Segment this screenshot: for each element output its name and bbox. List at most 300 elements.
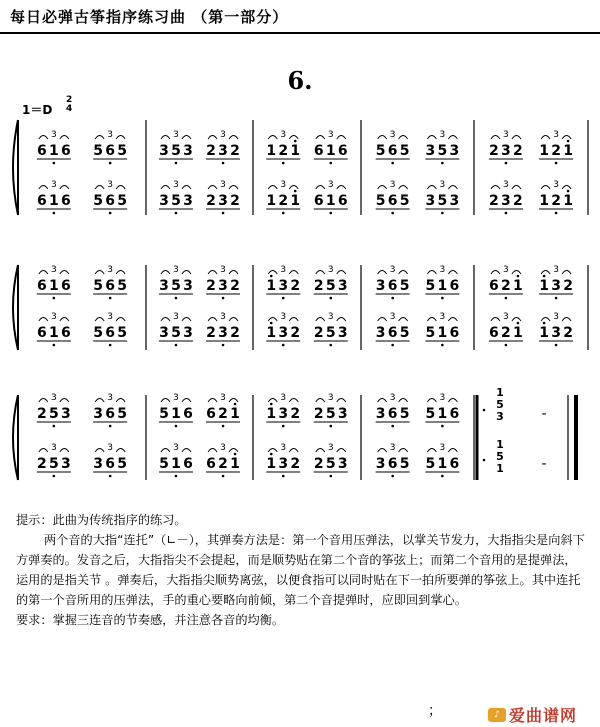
triplet-arc [427, 449, 436, 453]
triplet-arc [541, 271, 550, 275]
triplet-arc [268, 271, 277, 275]
note-digit: 1 [266, 456, 277, 472]
note-digit: 3 [159, 278, 169, 294]
triplet-arc [39, 186, 48, 190]
note-digit: 3 [501, 143, 511, 159]
note-digit: 5 [325, 325, 336, 341]
note-digit: 1 [437, 406, 448, 422]
low-octave-dot [329, 162, 332, 165]
triplet-arc [378, 271, 387, 275]
note-digit: 6 [36, 143, 47, 159]
note-digit: 5 [117, 456, 128, 472]
low-octave-dot [109, 425, 112, 428]
low-octave-dot [329, 212, 332, 215]
note-digit: 2 [551, 193, 561, 209]
chord-note: 5 [496, 450, 504, 463]
note-digit: 1 [171, 456, 181, 472]
note-digit: 2 [290, 456, 301, 472]
note-digit: 3 [337, 406, 348, 422]
triplet-arc [399, 136, 408, 140]
triplet-arc [491, 318, 500, 322]
repeat-dot [483, 459, 486, 462]
low-octave-dot [391, 344, 394, 347]
triplet-number: 3 [439, 180, 446, 190]
note-digit: 3 [159, 193, 169, 209]
note-digit: 3 [337, 278, 348, 294]
note-digit: 2 [278, 193, 289, 209]
triplet-arc [337, 136, 346, 140]
triplet-number: 3 [280, 312, 287, 322]
note-digit: 1 [539, 278, 549, 294]
note-digit: 1 [290, 193, 301, 209]
triplet-number: 3 [107, 265, 114, 275]
piece-number: 6. [287, 66, 313, 95]
low-octave-dot [441, 425, 444, 428]
triplet-number: 3 [389, 180, 396, 190]
page-header-title: 每日必弹古筝指序练习曲 （第一部分） [10, 8, 289, 26]
high-octave-dot [270, 322, 273, 325]
triplet-arc [208, 318, 217, 322]
low-octave-dot [329, 297, 332, 300]
triplet-number: 3 [439, 265, 446, 275]
triplet-arc [491, 271, 500, 275]
note-digit: 3 [375, 325, 386, 341]
triplet-arc [427, 271, 436, 275]
low-octave-dot [282, 475, 285, 478]
triplet-arc [562, 271, 571, 275]
low-octave-dot [222, 212, 225, 215]
note-digit: 2 [290, 406, 301, 422]
note-digit: 5 [325, 278, 336, 294]
note-digit: 6 [105, 406, 116, 422]
triplet-number: 3 [173, 265, 179, 275]
note-digit: 3 [375, 456, 386, 472]
note-digit: 6 [36, 193, 47, 209]
low-octave-dot [282, 212, 285, 215]
note-digit: 3 [425, 143, 436, 159]
note-digit: 2 [278, 143, 289, 159]
triplet-number: 3 [280, 180, 287, 190]
low-octave-dot [109, 212, 112, 215]
low-octave-dot [109, 297, 112, 300]
note-digit: 1 [437, 278, 448, 294]
note-digit: 2 [206, 143, 216, 159]
triplet-arc [378, 399, 387, 403]
note-digit: 2 [206, 325, 216, 341]
triplet-arc [39, 318, 48, 322]
key-signature: 1＝D [22, 103, 53, 117]
triplet-arc [378, 449, 387, 453]
triplet-arc [60, 271, 69, 275]
note-digit: 1 [325, 143, 336, 159]
chord-note: 1 [496, 386, 504, 399]
note-digit: 6 [105, 193, 116, 209]
note-digit: 2 [563, 278, 573, 294]
triplet-number: 3 [389, 130, 396, 140]
low-octave-dot [282, 425, 285, 428]
note-digit: 2 [551, 143, 561, 159]
note-digit: 5 [117, 278, 128, 294]
triplet-arc [95, 449, 104, 453]
triplet-arc [399, 271, 408, 275]
requirement-label: 要求： [16, 613, 53, 627]
note-digit: 5 [171, 325, 181, 341]
note-digit: 3 [449, 143, 460, 159]
triplet-number: 3 [50, 130, 57, 140]
low-octave-dot [391, 475, 394, 478]
low-octave-dot [505, 297, 508, 300]
triplet-number: 3 [389, 312, 396, 322]
note-digit: 5 [399, 193, 410, 209]
triplet-number: 3 [280, 393, 287, 403]
low-octave-dot [175, 162, 178, 165]
repeat-dot [483, 409, 486, 412]
note-digit: 1 [539, 143, 549, 159]
triplet-arc [182, 399, 191, 403]
low-octave-dot [282, 344, 285, 347]
triplet-arc [399, 318, 408, 322]
triplet-number: 3 [503, 265, 509, 275]
triplet-arc [268, 399, 277, 403]
note-digit: 2 [513, 193, 523, 209]
triplet-arc [289, 318, 298, 322]
note-digit: 1 [563, 193, 573, 209]
triplet-arc [95, 186, 104, 190]
note-digit: 1 [290, 143, 301, 159]
high-octave-dot [567, 190, 570, 193]
triplet-arc [512, 186, 521, 190]
triplet-number: 3 [389, 265, 396, 275]
note-digit: 3 [183, 278, 193, 294]
note-digit: 5 [425, 325, 436, 341]
triplet-arc [562, 318, 571, 322]
triplet-arc [448, 136, 457, 140]
low-octave-dot [222, 344, 225, 347]
note-digit: 5 [325, 406, 336, 422]
triplet-arc [182, 136, 191, 140]
note-digit: 2 [206, 278, 216, 294]
triplet-number: 3 [107, 393, 114, 403]
triplet-number: 3 [389, 393, 396, 403]
note-digit: 3 [278, 406, 289, 422]
low-octave-dot [53, 425, 56, 428]
note-digit: 2 [501, 325, 511, 341]
note-digit: 3 [183, 325, 193, 341]
triplet-arc [541, 136, 550, 140]
triplet-number: 3 [280, 265, 287, 275]
triplet-number: 3 [503, 312, 509, 322]
note-digit: 6 [313, 143, 324, 159]
triplet-number: 3 [50, 180, 57, 190]
triplet-arc [512, 318, 521, 322]
triplet-arc [337, 449, 346, 453]
note-digit: 2 [290, 278, 301, 294]
high-octave-dot [294, 190, 297, 193]
triplet-arc [427, 318, 436, 322]
note-digit: 2 [36, 406, 47, 422]
note-digit: 1 [539, 193, 549, 209]
tip-line [16, 510, 586, 530]
note-digit: 5 [171, 278, 181, 294]
low-octave-dot [53, 212, 56, 215]
note-digit: 1 [230, 456, 240, 472]
triplet-arc [60, 318, 69, 322]
triplet-number: 3 [173, 393, 179, 403]
note-digit: 5 [375, 143, 386, 159]
logo-icon: ♪ [488, 708, 506, 722]
triplet-number: 3 [439, 443, 446, 453]
note-digit: 6 [489, 278, 499, 294]
low-octave-dot [505, 162, 508, 165]
triplet-arc [427, 186, 436, 190]
note-digit: 6 [387, 278, 398, 294]
note-digit: 1 [437, 325, 448, 341]
note-digit: 2 [313, 406, 324, 422]
note-digit: 5 [425, 456, 436, 472]
triplet-number: 3 [389, 443, 396, 453]
note-digit: 6 [105, 278, 116, 294]
triplet-arc [208, 271, 217, 275]
triplet-arc [562, 186, 571, 190]
triplet-arc [116, 318, 125, 322]
note-digit: 3 [60, 406, 71, 422]
triplet-arc [289, 186, 298, 190]
triplet-arc [95, 399, 104, 403]
triplet-arc [399, 399, 408, 403]
triplet-number: 3 [107, 443, 114, 453]
triplet-arc [208, 186, 217, 190]
note-digit: 6 [36, 278, 47, 294]
triplet-arc [161, 449, 170, 453]
low-octave-dot [441, 344, 444, 347]
tip-text: 此曲为传统指序的练习。 [52, 513, 187, 527]
low-octave-dot [441, 212, 444, 215]
triplet-arc [229, 136, 238, 140]
note-digit: 2 [489, 143, 499, 159]
low-octave-dot [53, 475, 56, 478]
site-logo-text: 爱曲谱网 [509, 706, 578, 725]
note-digit: 6 [387, 456, 398, 472]
note-digit: 5 [399, 278, 410, 294]
note-digit: 3 [218, 278, 228, 294]
note-digit: 3 [501, 193, 511, 209]
site-logo [488, 703, 577, 726]
triplet-arc [116, 399, 125, 403]
note-digit: 5 [399, 456, 410, 472]
low-octave-dot [222, 162, 225, 165]
triplet-number: 3 [553, 130, 559, 140]
note-digit: 5 [399, 325, 410, 341]
note-digit: 6 [60, 325, 71, 341]
performance-notes [16, 510, 586, 630]
triplet-number: 3 [107, 180, 114, 190]
note-digit: 1 [48, 325, 59, 341]
low-octave-dot [391, 212, 394, 215]
note-digit: 3 [337, 325, 348, 341]
note-digit: 5 [399, 143, 410, 159]
note-digit: 6 [337, 193, 348, 209]
triplet-arc [562, 136, 571, 140]
footer-mark: ； [428, 703, 442, 719]
triplet-arc [95, 136, 104, 140]
note-digit: 5 [48, 456, 59, 472]
high-octave-dot [270, 275, 273, 278]
triplet-arc [399, 449, 408, 453]
triplet-arc [541, 318, 550, 322]
note-digit: 1 [325, 193, 336, 209]
note-digit: 2 [313, 456, 324, 472]
low-octave-dot [505, 212, 508, 215]
low-octave-dot [441, 162, 444, 165]
triplet-arc [448, 399, 457, 403]
triplet-number: 3 [50, 312, 57, 322]
triplet-arc [378, 318, 387, 322]
triplet-arc [161, 186, 170, 190]
note-digit: 3 [218, 143, 228, 159]
note-digit: 1 [266, 278, 277, 294]
triplet-number: 3 [327, 393, 334, 403]
triplet-arc [116, 186, 125, 190]
low-octave-dot [441, 475, 444, 478]
note-digit: 2 [218, 406, 228, 422]
triplet-arc [289, 449, 298, 453]
triplet-arc [491, 136, 500, 140]
low-octave-dot [282, 162, 285, 165]
note-digit: 5 [117, 325, 128, 341]
note-digit: 6 [36, 325, 47, 341]
triplet-arc [95, 318, 104, 322]
low-octave-dot [329, 344, 332, 347]
triplet-number: 3 [553, 265, 559, 275]
note-digit: 1 [539, 325, 549, 341]
high-octave-dot [234, 453, 237, 456]
triplet-arc [268, 449, 277, 453]
note-digit: 6 [183, 456, 193, 472]
low-octave-dot [222, 297, 225, 300]
note-digit: 6 [387, 143, 398, 159]
triplet-arc [337, 271, 346, 275]
note-digit: 2 [513, 143, 523, 159]
note-digit: 5 [93, 278, 104, 294]
low-octave-dot [282, 297, 285, 300]
low-octave-dot [175, 212, 178, 215]
note-digit: 3 [159, 325, 169, 341]
low-octave-dot [329, 475, 332, 478]
triplet-arc [161, 399, 170, 403]
note-digit: 5 [375, 193, 386, 209]
triplet-number: 3 [50, 443, 57, 453]
note-digit: 2 [206, 193, 216, 209]
low-octave-dot [555, 344, 558, 347]
triplet-arc [161, 271, 170, 275]
note-digit: 6 [489, 325, 499, 341]
tip-label: 提示： [16, 513, 53, 527]
note-digit: 1 [48, 143, 59, 159]
triplet-arc [229, 449, 238, 453]
note-digit: 3 [93, 406, 104, 422]
low-octave-dot [175, 475, 178, 478]
triplet-number: 3 [220, 312, 226, 322]
chord-note: 1 [496, 438, 504, 451]
triplet-arc [448, 186, 457, 190]
triplet-arc [229, 399, 238, 403]
note-digit: 5 [93, 143, 104, 159]
triplet-number: 3 [439, 130, 446, 140]
triplet-arc [229, 186, 238, 190]
note-digit: 1 [513, 325, 523, 341]
note-digit: 3 [183, 143, 193, 159]
triplet-number: 3 [173, 130, 179, 140]
triplet-arc [448, 318, 457, 322]
triplet-arc [229, 318, 238, 322]
note-digit: 5 [117, 143, 128, 159]
note-digit: 2 [230, 325, 240, 341]
triplet-arc [116, 136, 125, 140]
triplet-number: 3 [50, 265, 57, 275]
chord-note: 5 [496, 398, 504, 411]
note-digit: 2 [313, 325, 324, 341]
low-octave-dot [441, 297, 444, 300]
note-digit: 6 [206, 406, 216, 422]
note-digit: 2 [489, 193, 499, 209]
triplet-arc [161, 318, 170, 322]
note-digit: 6 [105, 143, 116, 159]
low-octave-dot [175, 297, 178, 300]
note-digit: 6 [337, 143, 348, 159]
high-octave-dot [294, 140, 297, 143]
low-octave-dot [109, 162, 112, 165]
triplet-arc [289, 136, 298, 140]
note-digit: 5 [437, 143, 448, 159]
note-digit: 5 [171, 193, 181, 209]
triplet-arc [378, 136, 387, 140]
note-digit: 5 [48, 406, 59, 422]
low-octave-dot [505, 344, 508, 347]
high-octave-dot [567, 140, 570, 143]
note-digit: 1 [230, 406, 240, 422]
triplet-arc [60, 136, 69, 140]
high-octave-dot [270, 403, 273, 406]
note-digit: 2 [230, 278, 240, 294]
triplet-number: 3 [220, 265, 226, 275]
note-digit: 5 [159, 406, 169, 422]
triplet-arc [448, 449, 457, 453]
note-digit: 2 [313, 278, 324, 294]
note-digit: 3 [60, 456, 71, 472]
high-octave-dot [234, 403, 237, 406]
triplet-arc [316, 186, 325, 190]
note-digit: 2 [230, 193, 240, 209]
triplet-number: 3 [107, 312, 114, 322]
high-octave-dot [543, 275, 546, 278]
triplet-arc [289, 399, 298, 403]
note-digit: 6 [387, 325, 398, 341]
triplet-arc [60, 186, 69, 190]
high-octave-dot [517, 275, 520, 278]
low-octave-dot [555, 212, 558, 215]
note-digit: 1 [266, 325, 277, 341]
low-octave-dot [53, 344, 56, 347]
low-octave-dot [391, 297, 394, 300]
note-digit: 3 [449, 193, 460, 209]
triplet-arc [182, 271, 191, 275]
triplet-number: 3 [220, 393, 226, 403]
triplet-arc [182, 186, 191, 190]
low-octave-dot [175, 344, 178, 347]
rest-dash: - [541, 406, 547, 422]
triplet-number: 3 [280, 443, 287, 453]
note-digit: 5 [93, 193, 104, 209]
